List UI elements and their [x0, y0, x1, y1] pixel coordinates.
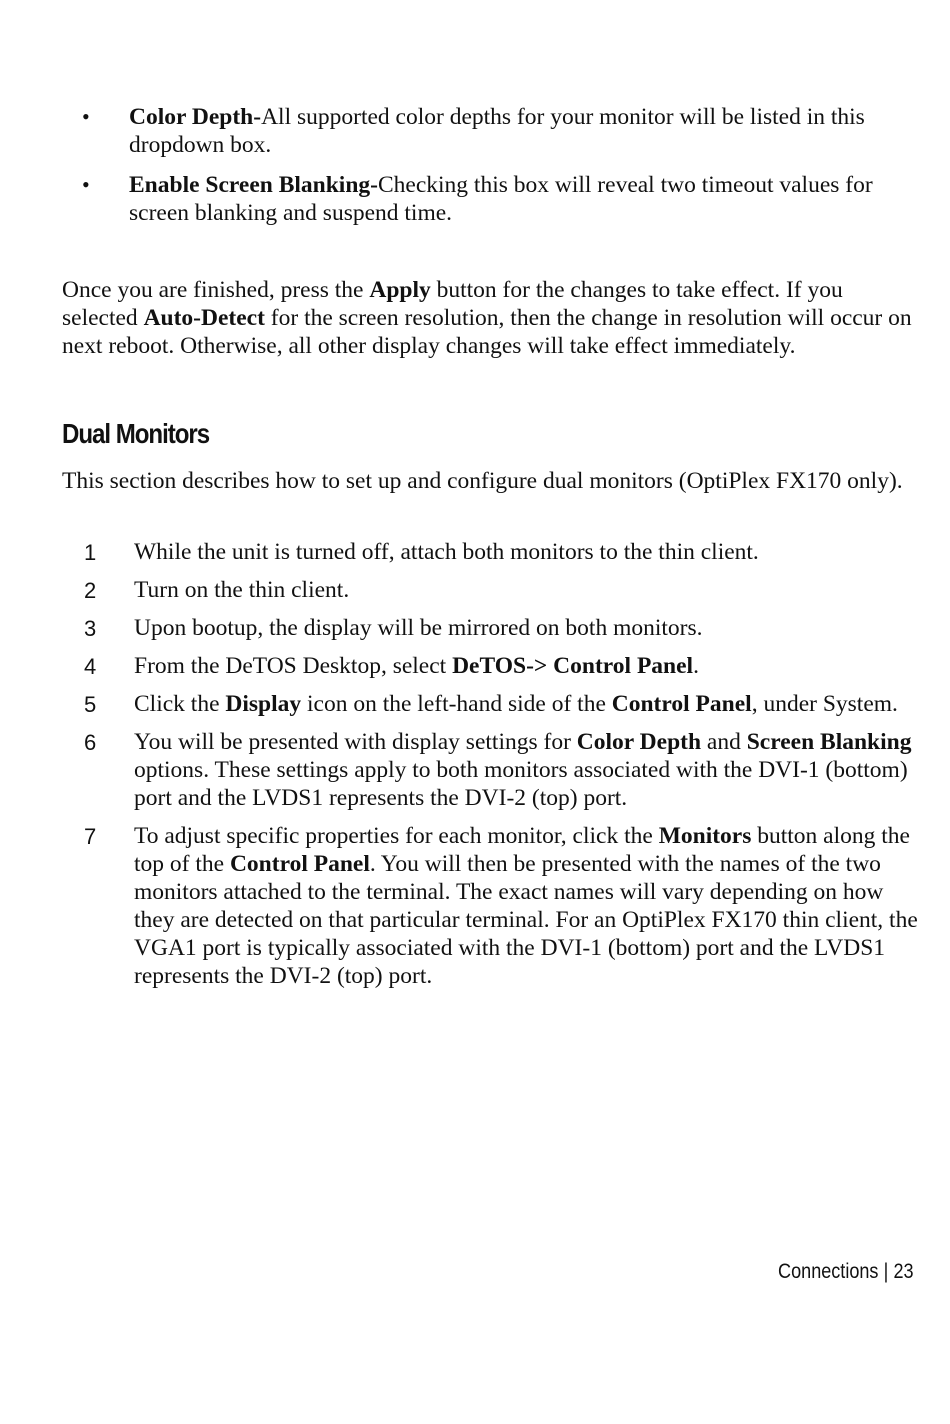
- step-text: .: [693, 653, 699, 679]
- step-bold-term: Display: [225, 691, 302, 717]
- step-item: [62, 822, 922, 990]
- paragraph-text: Once you are finished, press the: [62, 277, 370, 303]
- step-text: You will be presented with display settings for: [134, 729, 577, 755]
- step-item: [62, 614, 922, 642]
- step-text: options. These settings apply to both monitors associated with the DVI-1 (bottom) port and the LVDS1 represents the DVI-2 (top) port.: [134, 757, 908, 811]
- step-number: 1: [84, 540, 97, 565]
- bullet-text: Checking this box will reveal two timeout values for screen blanking and suspend time.: [129, 172, 873, 226]
- page-footer: [778, 1260, 914, 1284]
- step-number: 5: [84, 692, 97, 717]
- steps-list: [62, 538, 922, 1000]
- bullet-color-depth: [62, 103, 922, 159]
- bullet-dot-icon: •: [82, 104, 90, 129]
- step-item: [62, 652, 922, 680]
- step-item: [62, 538, 922, 566]
- step-bold-term: DeTOS-> Control Panel: [452, 653, 694, 679]
- settings-bullet-list: [62, 103, 922, 239]
- section-intro: This section describes how to set up and configure dual monitors (OptiPlex FX170 only).: [62, 468, 903, 494]
- auto-detect-term: Auto-Detect: [143, 305, 265, 331]
- paragraph-text: for the screen resolution, then the change in resolution will occur on next reboot. Otherwise, all other display changes will take effect immediately.: [62, 305, 912, 359]
- bullet-term: Color Depth-: [129, 104, 262, 130]
- step-text: , under System.: [751, 691, 898, 717]
- step-bold-term: Screen Blanking: [746, 729, 912, 755]
- footer-section-name: Connections: [778, 1260, 879, 1283]
- apply-paragraph: [62, 276, 922, 360]
- section-heading: Dual Monitors: [62, 418, 210, 449]
- step-text: and: [701, 729, 747, 755]
- step-number: 2: [84, 578, 97, 603]
- step-item: [62, 728, 922, 812]
- bullet-text: All supported color depths for your monitor will be listed in this dropdown box.: [129, 104, 865, 158]
- step-number: 3: [84, 616, 97, 641]
- step-number: 7: [84, 824, 97, 849]
- step-text: icon on the left-hand side of the: [301, 691, 612, 717]
- step-text: While the unit is turned off, attach both monitors to the thin client.: [134, 539, 759, 565]
- footer-separator: |: [884, 1260, 889, 1283]
- bullet-term: Enable Screen Blanking-: [129, 172, 378, 198]
- page-number: 23: [893, 1260, 914, 1283]
- step-number: 4: [84, 654, 97, 679]
- step-text: Click the: [134, 691, 226, 717]
- step-text: From the DeTOS Desktop, select: [134, 653, 453, 679]
- step-text: Turn on the thin client.: [134, 577, 350, 603]
- step-number: 6: [84, 730, 97, 755]
- step-bold-term: Control Panel: [611, 691, 752, 717]
- step-bold-term: Monitors: [658, 823, 752, 849]
- step-text: Upon bootup, the display will be mirrored on both monitors.: [134, 615, 703, 641]
- step-text: . You will then be presented with the names of the two monitors attached to the terminal. The exact names will vary depending on how they are detected on that particular terminal. For an OptiPlex FX170 thin client, the VGA1 port is typically associated with the DVI-1 (bottom) port and the LVDS1 represents the DVI-2 (top) port.: [134, 851, 918, 989]
- step-bold-term: Control Panel: [229, 851, 370, 877]
- step-bold-term: Color Depth: [576, 729, 702, 755]
- step-item: [62, 690, 922, 718]
- paragraph-text: button for the changes to take effect. If you selected: [62, 277, 843, 331]
- apply-term: Apply: [369, 277, 431, 303]
- step-text: button along the top of the: [134, 823, 910, 877]
- step-text: To adjust specific properties for each monitor, click the: [134, 823, 659, 849]
- bullet-dot-icon: •: [82, 172, 90, 197]
- bullet-enable-screen-blanking: [62, 171, 922, 227]
- step-item: [62, 576, 922, 604]
